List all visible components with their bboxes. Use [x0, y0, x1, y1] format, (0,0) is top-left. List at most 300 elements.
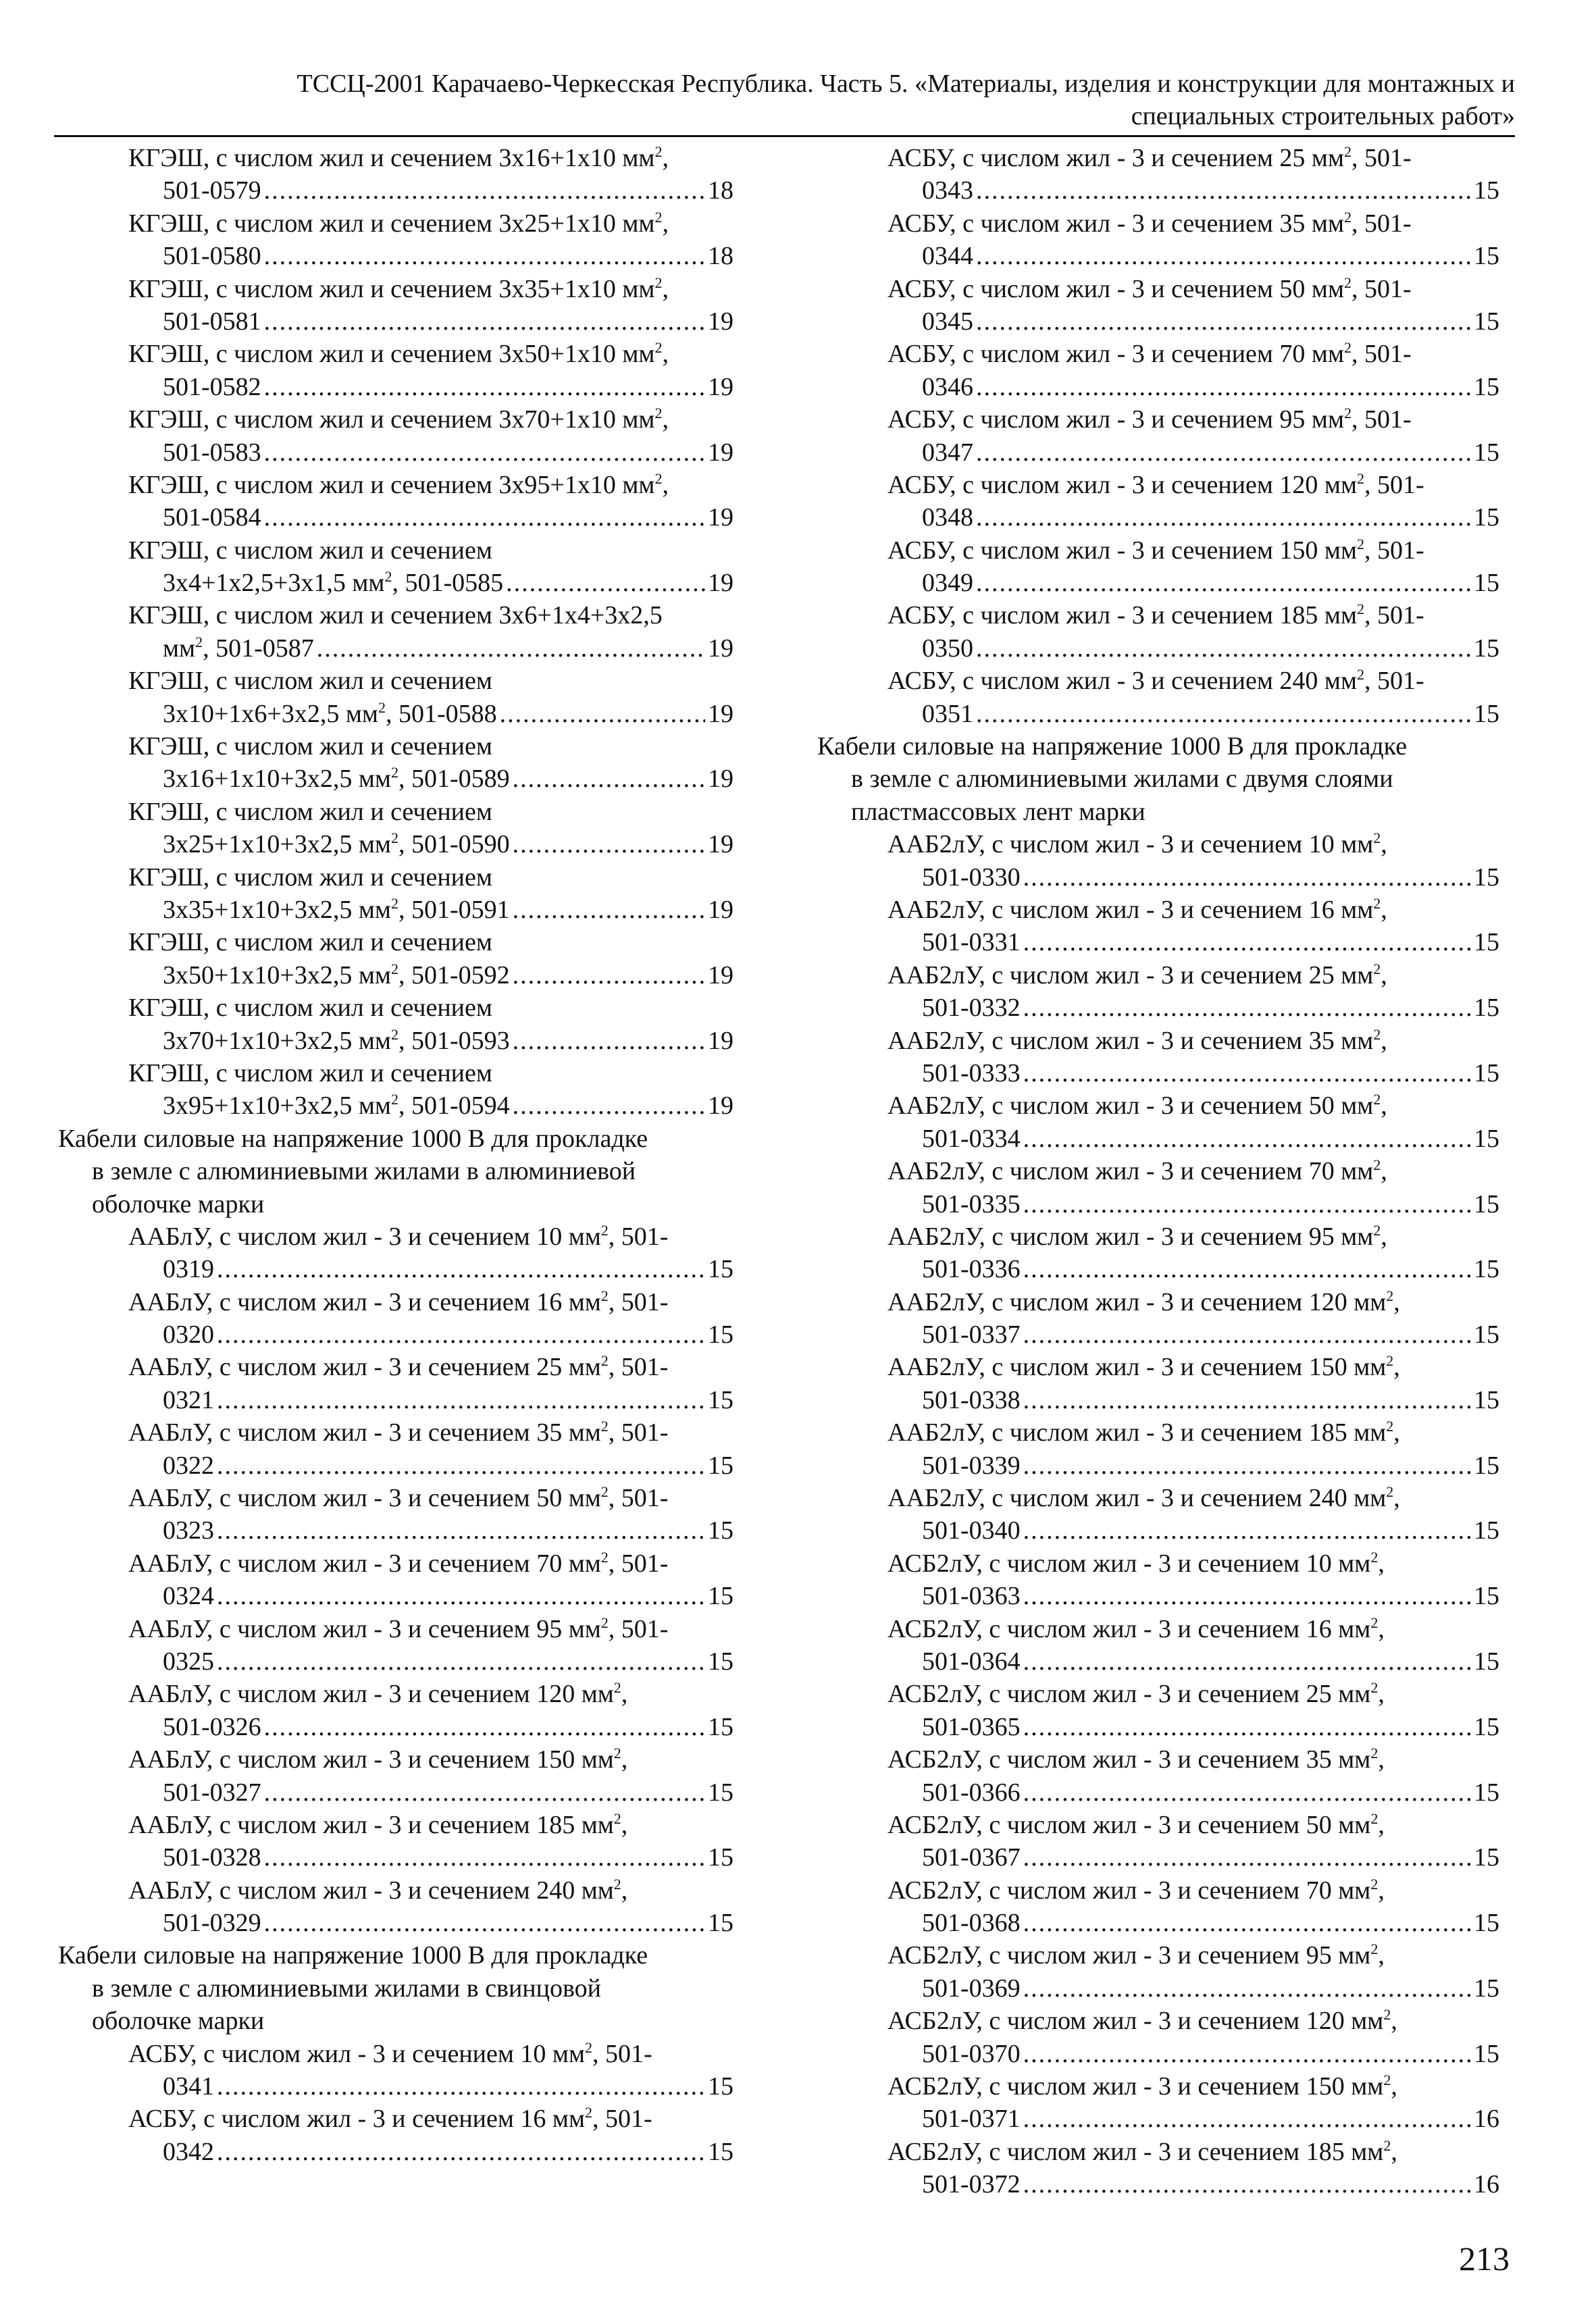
entry-text: [163, 1514, 214, 1547]
page-reference: 19: [708, 307, 733, 336]
index-entry-ref-line: [817, 1384, 1499, 1416]
dot-leader: [1023, 1711, 1471, 1743]
entry-code: ,: [621, 1876, 628, 1905]
dot-leader: [1023, 926, 1471, 958]
index-entry-ref-line: [817, 2168, 1499, 2201]
dot-leader: [1023, 992, 1471, 1024]
superscript: 2: [1373, 1156, 1381, 1174]
dot-leader: [976, 501, 1471, 534]
entry-code: ,: [1378, 1614, 1385, 1643]
entry-spec: 3х95+1х10+3х2,5 мм: [163, 1091, 391, 1121]
dot-leader: [264, 371, 705, 403]
text-line: [58, 926, 733, 958]
entry-code: ,: [1378, 1876, 1385, 1905]
index-entry: [817, 142, 1499, 207]
dot-leader: [1023, 1253, 1471, 1285]
dot-leader: [976, 240, 1471, 272]
index-entry-ref-line: [817, 1188, 1499, 1220]
entry-code: 0344: [922, 242, 973, 271]
index-entry: [817, 1025, 1499, 1090]
dot-leader: [1023, 1318, 1471, 1351]
text-line: [58, 1809, 733, 1841]
superscript: 2: [1386, 1287, 1394, 1304]
page-reference: 19: [708, 569, 733, 598]
dot-leader: [217, 1449, 705, 1482]
text-line: [817, 1874, 1499, 1907]
superscript: 2: [654, 143, 663, 160]
entry-name: АСБУ, с числом жил - 3 и сечением 95 мм: [887, 405, 1345, 434]
entry-spec: 3х16+1х10+3х2,5 мм: [163, 765, 391, 794]
entry-code: 501-0579: [163, 176, 261, 205]
entry-code: , 501-: [608, 1484, 669, 1513]
entry-name: АСБ2лУ, с числом жил - 3 и сечением 16 мм: [887, 1614, 1371, 1643]
dot-leader: [217, 2136, 705, 2168]
entry-code: , 501-: [608, 1418, 669, 1447]
page-reference: 19: [708, 895, 733, 924]
entry-code: 501-0371: [922, 2105, 1021, 2134]
punct: ,: [662, 209, 669, 238]
superscript: 2: [390, 894, 398, 912]
entry-code: 501-0335: [922, 1189, 1021, 1218]
entry-code: , 501-: [1364, 667, 1424, 696]
entry-text: [922, 926, 1021, 958]
dot-leader: [976, 698, 1471, 730]
index-entry-ref-line: [58, 1449, 733, 1482]
page-reference: 15: [1474, 1778, 1499, 1807]
page-reference: 15: [1474, 994, 1499, 1023]
entry-code: , 501-0594: [398, 1091, 510, 1121]
entry-text: [163, 2070, 214, 2103]
text-line: [58, 1123, 733, 1155]
entry-name: АСБУ, с числом жил - 3 и сечением 185 мм: [887, 601, 1358, 630]
entry-code: 0322: [163, 1451, 214, 1480]
text-line: [817, 796, 1499, 828]
index-entry-ref-line: [58, 1089, 733, 1122]
text-line: [817, 469, 1499, 501]
index-entry-ref-line: [58, 1711, 733, 1743]
page-reference: 19: [708, 634, 733, 663]
index-entry-ref-line: [58, 1645, 733, 1678]
entry-text: [922, 1972, 1021, 2005]
entry-name: АСБ2лУ, с числом жил - 3 и сечением 185 мм: [887, 2137, 1384, 2166]
index-entry: [58, 861, 733, 927]
entry-text: [922, 1776, 1021, 1809]
index-entry-ref-line: [817, 1776, 1499, 1809]
entry-name: ААБ2лУ, с числом жил - 3 и сечением 185 мм: [887, 1418, 1387, 1447]
entry-text: [163, 894, 510, 926]
entry-code: , 501-: [592, 2105, 652, 2134]
entry-code: ,: [1381, 895, 1387, 924]
entry-spec: 3х10+1х6+3х2,5 мм: [163, 699, 378, 728]
entry-name: ААБ2лУ, с числом жил - 3 и сечением 25 мм: [887, 960, 1374, 989]
entry-name: КГЭШ, с числом жил и сечением 3х6+1х4+3х2,5: [128, 601, 663, 630]
entry-code: 501-0364: [922, 1647, 1021, 1676]
dot-leader: [1023, 1514, 1471, 1547]
entry-code: ,: [1381, 830, 1387, 859]
page-reference: 19: [708, 503, 733, 532]
text-line: [58, 1188, 733, 1220]
entry-code: 501-0328: [163, 1843, 261, 1872]
page-reference: 15: [1474, 634, 1499, 663]
heading-text: пластмассовых лент марки: [851, 797, 1145, 826]
superscript: 2: [1386, 1352, 1394, 1370]
entry-code: , 501-0589: [398, 765, 510, 794]
dot-leader: [513, 959, 705, 992]
index-entry: [58, 599, 733, 665]
index-entry-ref-line: [817, 1907, 1499, 1939]
dot-leader: [1023, 2168, 1471, 2201]
entry-name: ААБлУ, с числом жил - 3 и сечением 185 мм: [128, 1810, 614, 1839]
index-entry: [817, 1613, 1499, 1678]
index-entry-ref-line: [58, 828, 733, 860]
text-line: [817, 1155, 1499, 1187]
index-entry: [817, 1743, 1499, 1809]
entry-spec: 3х35+1х10+3х2,5 мм: [163, 895, 391, 924]
page-reference: 15: [1474, 1843, 1499, 1872]
entry-name: ААБлУ, с числом жил - 3 и сечением 95 мм: [128, 1614, 601, 1643]
heading-text: Кабели силовые на напряжение 1000 В для прокладке: [58, 1124, 648, 1153]
page-reference: 15: [1474, 307, 1499, 336]
dot-leader: [976, 567, 1471, 599]
text-line: [817, 1025, 1499, 1057]
page-reference: 15: [708, 1320, 733, 1349]
entry-text: [922, 1253, 1021, 1285]
page-reference: 15: [708, 1647, 733, 1676]
text-line: [817, 1939, 1499, 1972]
text-line: [817, 2136, 1499, 2168]
page-reference: 15: [1474, 569, 1499, 598]
index-entry: [817, 1089, 1499, 1155]
punct: ,: [662, 340, 669, 369]
entry-name: ААБлУ, с числом жил - 3 и сечением 35 мм: [128, 1418, 601, 1447]
superscript: 2: [613, 1745, 621, 1762]
entry-name: КГЭШ, с числом жил и сечением 3х50+1х10 мм: [128, 340, 655, 369]
index-entry-ref-line: [817, 698, 1499, 730]
dot-leader: [976, 305, 1471, 338]
superscript: 2: [1383, 2006, 1391, 2024]
entry-name: КГЭШ, с числом жил и сечением: [128, 797, 492, 826]
index-entry: [817, 1286, 1499, 1352]
entry-name: ААБ2лУ, с числом жил - 3 и сечением 70 мм: [887, 1157, 1374, 1186]
text-line: [58, 1220, 733, 1253]
heading-text: Кабели силовые на напряжение 1000 В для прокладке: [58, 1941, 648, 1970]
index-entry: [817, 2136, 1499, 2201]
index-entry-ref-line: [817, 861, 1499, 894]
entry-code: 0351: [922, 699, 973, 728]
text-line: [817, 1089, 1499, 1122]
text-line: [817, 2005, 1499, 2037]
index-entry-ref-line: [817, 632, 1499, 665]
text-line: [58, 534, 733, 567]
text-line: [58, 599, 733, 632]
superscript: 2: [1344, 274, 1352, 291]
dot-leader: [217, 1645, 705, 1678]
superscript: 2: [1344, 208, 1352, 226]
entry-text: [922, 1188, 1021, 1220]
text-line: [58, 1155, 733, 1187]
superscript: 2: [1373, 894, 1381, 912]
dot-leader: [500, 698, 705, 730]
entry-text: [163, 174, 261, 207]
entry-text: [922, 632, 973, 665]
entry-spec: 3х50+1х10+3х2,5 мм: [163, 960, 391, 989]
entry-code: ,: [621, 1680, 628, 1709]
dot-leader: [1023, 1580, 1471, 1612]
entry-text: [163, 2136, 214, 2168]
dot-leader: [976, 371, 1471, 403]
entry-code: ,: [1381, 1222, 1387, 1251]
dot-leader: [976, 632, 1471, 665]
heading-text: в земле с алюминиевыми жилами с двумя слоями: [851, 765, 1393, 794]
entry-name: ААБлУ, с числом жил - 3 и сечением 240 мм: [128, 1876, 614, 1905]
heading-text: оболочке марки: [92, 1189, 265, 1218]
index-entry: [817, 959, 1499, 1025]
index-entry-ref-line: [817, 174, 1499, 207]
text-line: [58, 142, 733, 174]
text-line: [58, 665, 733, 697]
entry-code: 501-0367: [922, 1843, 1021, 1872]
text-line: [58, 1286, 733, 1318]
dot-leader: [1023, 2103, 1471, 2135]
dot-leader: [264, 174, 705, 207]
index-entry: [58, 1613, 733, 1678]
entry-code: , 501-: [592, 2039, 652, 2068]
entry-code: ,: [1378, 1745, 1385, 1774]
superscript: 2: [1370, 1940, 1379, 1958]
text-line: [58, 1482, 733, 1514]
page-reference: 15: [1474, 2039, 1499, 2068]
entry-name: ААБлУ, с числом жил - 3 и сечением 50 мм: [128, 1484, 601, 1513]
entry-code: 0349: [922, 569, 973, 598]
superscript: 2: [1373, 829, 1381, 847]
entry-name: ААБ2лУ, с числом жил - 3 и сечением 95 мм: [887, 1222, 1374, 1251]
index-entry: [58, 1351, 733, 1416]
punct: ,: [662, 144, 669, 172]
entry-code: ,: [1378, 1941, 1385, 1970]
index-entry: [58, 2103, 733, 2168]
entry-code: 0346: [922, 372, 973, 401]
entry-name: АСБ2лУ, с числом жил - 3 и сечением 70 мм: [887, 1876, 1371, 1905]
entry-name: АСБУ, с числом жил - 3 и сечением 25 мм: [887, 144, 1345, 172]
entry-text: [163, 959, 510, 992]
superscript: 2: [1386, 1483, 1394, 1501]
entry-code: , 501-: [1352, 340, 1412, 369]
entry-code: ,: [1391, 2072, 1397, 2101]
dot-leader: [264, 1841, 705, 1874]
entry-code: ,: [1378, 1549, 1385, 1578]
entry-text: [163, 1841, 261, 1874]
index-entry-ref-line: [817, 1057, 1499, 1089]
page-reference: 15: [1474, 699, 1499, 728]
page-reference: 19: [708, 372, 733, 401]
entry-text: [163, 1253, 214, 1285]
index-entry-ref-line: [58, 2070, 733, 2103]
index-entry-ref-line: [817, 992, 1499, 1024]
entry-text: [922, 1514, 1021, 1547]
entry-spec: 3х70+1х10+3х2,5 мм: [163, 1026, 391, 1055]
text-line: [817, 1547, 1499, 1580]
entry-code: 0321: [163, 1385, 214, 1414]
index-entry-ref-line: [817, 2038, 1499, 2070]
superscript: 2: [1357, 666, 1365, 684]
entry-name: КГЭШ, с числом жил и сечением: [128, 536, 492, 565]
text-line: [58, 861, 733, 894]
entry-text: [163, 305, 261, 338]
superscript: 2: [600, 1418, 609, 1435]
index-entry: [58, 926, 733, 992]
entry-text: [922, 1384, 1021, 1416]
running-header: [54, 68, 1515, 137]
entry-text: [163, 1645, 214, 1678]
entry-name: КГЭШ, с числом жил и сечением 3х16+1х10 мм: [128, 144, 655, 172]
index-entry: [58, 1547, 733, 1613]
index-entry: [817, 894, 1499, 959]
entry-text: [163, 828, 510, 860]
superscript: 2: [600, 1287, 609, 1304]
index-entry-ref-line: [817, 2103, 1499, 2135]
page-reference: 15: [708, 1843, 733, 1872]
entry-code: , 501-0591: [398, 895, 510, 924]
index-entry: [817, 2005, 1499, 2070]
dot-leader: [317, 632, 705, 665]
page-reference: 15: [1474, 1124, 1499, 1153]
text-line: [817, 1678, 1499, 1710]
entry-spec: 3х25+1х10+3х2,5 мм: [163, 830, 391, 859]
section-heading: [58, 1123, 733, 1220]
entry-text: [922, 1645, 1021, 1678]
entry-code: 0319: [163, 1255, 214, 1284]
entry-name: ААБлУ, с числом жил - 3 и сечением 25 мм: [128, 1353, 601, 1382]
entry-code: ,: [1391, 2137, 1397, 2166]
entry-code: 501-0372: [922, 2170, 1021, 2199]
superscript: 2: [585, 2104, 593, 2122]
index-entry: [58, 2038, 733, 2103]
superscript: 2: [585, 2038, 593, 2056]
entry-code: 0347: [922, 438, 973, 467]
entry-text: [922, 992, 1021, 1024]
index-entry-ref-line: [817, 501, 1499, 534]
dot-leader: [264, 1776, 705, 1809]
entry-name: АСБ2лУ, с числом жил - 3 и сечением 50 мм: [887, 1810, 1371, 1839]
index-entry: [817, 1874, 1499, 1940]
entry-text: [922, 1449, 1021, 1482]
entry-text: [922, 1123, 1021, 1155]
superscript: 2: [1383, 2136, 1391, 2154]
text-line: [817, 1286, 1499, 1318]
text-line: [817, 959, 1499, 992]
page-reference: 15: [1474, 1058, 1499, 1087]
entry-name: АСБ2лУ, с числом жил - 3 и сечением 10 мм: [887, 1549, 1371, 1578]
index-entry-ref-line: [817, 1514, 1499, 1547]
index-entry: [58, 403, 733, 469]
entry-code: ,: [1381, 960, 1387, 989]
page-reference: 15: [708, 2072, 733, 2101]
dot-leader: [264, 1907, 705, 1939]
index-entry: [817, 1220, 1499, 1286]
entry-name: ААБлУ, с числом жил - 3 и сечением 70 мм: [128, 1549, 601, 1578]
entry-text: [163, 1449, 214, 1482]
index-entry: [58, 992, 733, 1057]
dot-leader: [264, 436, 705, 469]
entry-name: ААБ2лУ, с числом жил - 3 и сечением 10 мм: [887, 830, 1374, 859]
entry-text: [163, 1089, 510, 1122]
entry-code: , 501-0590: [398, 830, 510, 859]
index-entry-ref-line: [58, 1841, 733, 1874]
entry-name: КГЭШ, с числом жил и сечением: [128, 994, 492, 1023]
entry-name: АСБУ, с числом жил - 3 и сечением 150 мм: [887, 536, 1358, 565]
entry-code: 501-0332: [922, 994, 1021, 1023]
index-column-left: [58, 142, 733, 2168]
dot-leader: [1023, 1188, 1471, 1220]
index-entry-ref-line: [58, 2136, 733, 2168]
entry-text: [163, 698, 497, 730]
entry-spec: мм: [163, 634, 196, 663]
entry-name: ААБ2лУ, с числом жил - 3 и сечением 120 мм: [887, 1287, 1387, 1316]
dot-leader: [1023, 1057, 1471, 1089]
text-line: [58, 273, 733, 305]
entry-text: [163, 1580, 214, 1612]
page-reference: 19: [708, 438, 733, 467]
page-reference: 15: [1474, 1516, 1499, 1545]
text-line: [817, 534, 1499, 567]
index-entry: [58, 534, 733, 600]
text-line: [58, 2038, 733, 2070]
superscript: 2: [384, 568, 392, 586]
index-entry-ref-line: [817, 926, 1499, 958]
entry-name: ААБлУ, с числом жил - 3 и сечением 10 мм: [128, 1222, 601, 1251]
index-entry-ref-line: [817, 1580, 1499, 1612]
entry-code: , 501-0593: [398, 1026, 510, 1055]
text-line: [58, 403, 733, 436]
page-reference: 15: [1474, 372, 1499, 401]
superscript: 2: [654, 339, 663, 357]
entry-code: , 501-: [1352, 144, 1412, 172]
entry-text: [163, 632, 314, 665]
index-entry-ref-line: [58, 1907, 733, 1939]
entry-code: , 501-: [1352, 405, 1412, 434]
index-entry-ref-line: [58, 763, 733, 795]
dot-leader: [1023, 1645, 1471, 1678]
text-line: [58, 207, 733, 240]
entry-code: , 501-: [1352, 274, 1412, 303]
entry-name: КГЭШ, с числом жил и сечением 3х95+1х10 мм: [128, 470, 655, 499]
entry-name: КГЭШ, с числом жил и сечением 3х25+1х10 мм: [128, 209, 655, 238]
index-entry: [58, 207, 733, 273]
entry-name: КГЭШ, с числом жил и сечением 3х70+1х10 мм: [128, 405, 655, 434]
entry-text: [163, 1025, 510, 1057]
index-entry-ref-line: [58, 1025, 733, 1057]
superscript: 2: [390, 1091, 398, 1108]
superscript: 2: [390, 1025, 398, 1043]
page-reference: 15: [708, 2137, 733, 2166]
heading-text: оболочке марки: [92, 2007, 265, 2036]
dot-leader: [1023, 2038, 1471, 2070]
index-entry: [58, 1678, 733, 1743]
index-entry: [58, 1743, 733, 1809]
section-heading: [817, 730, 1499, 828]
entry-text: [922, 2168, 1021, 2201]
entry-text: [163, 567, 503, 599]
index-entry: [817, 1547, 1499, 1613]
page-reference: 19: [708, 1091, 733, 1121]
index-entry-ref-line: [817, 1711, 1499, 1743]
text-line: [58, 992, 733, 1024]
entry-name: ААБлУ, с числом жил - 3 и сечением 16 мм: [128, 1287, 601, 1316]
index-entry-ref-line: [58, 567, 733, 599]
entry-name: ААБ2лУ, с числом жил - 3 и сечением 240 мм: [887, 1484, 1387, 1513]
dot-leader: [264, 501, 705, 534]
entry-code: ,: [1381, 1026, 1387, 1055]
